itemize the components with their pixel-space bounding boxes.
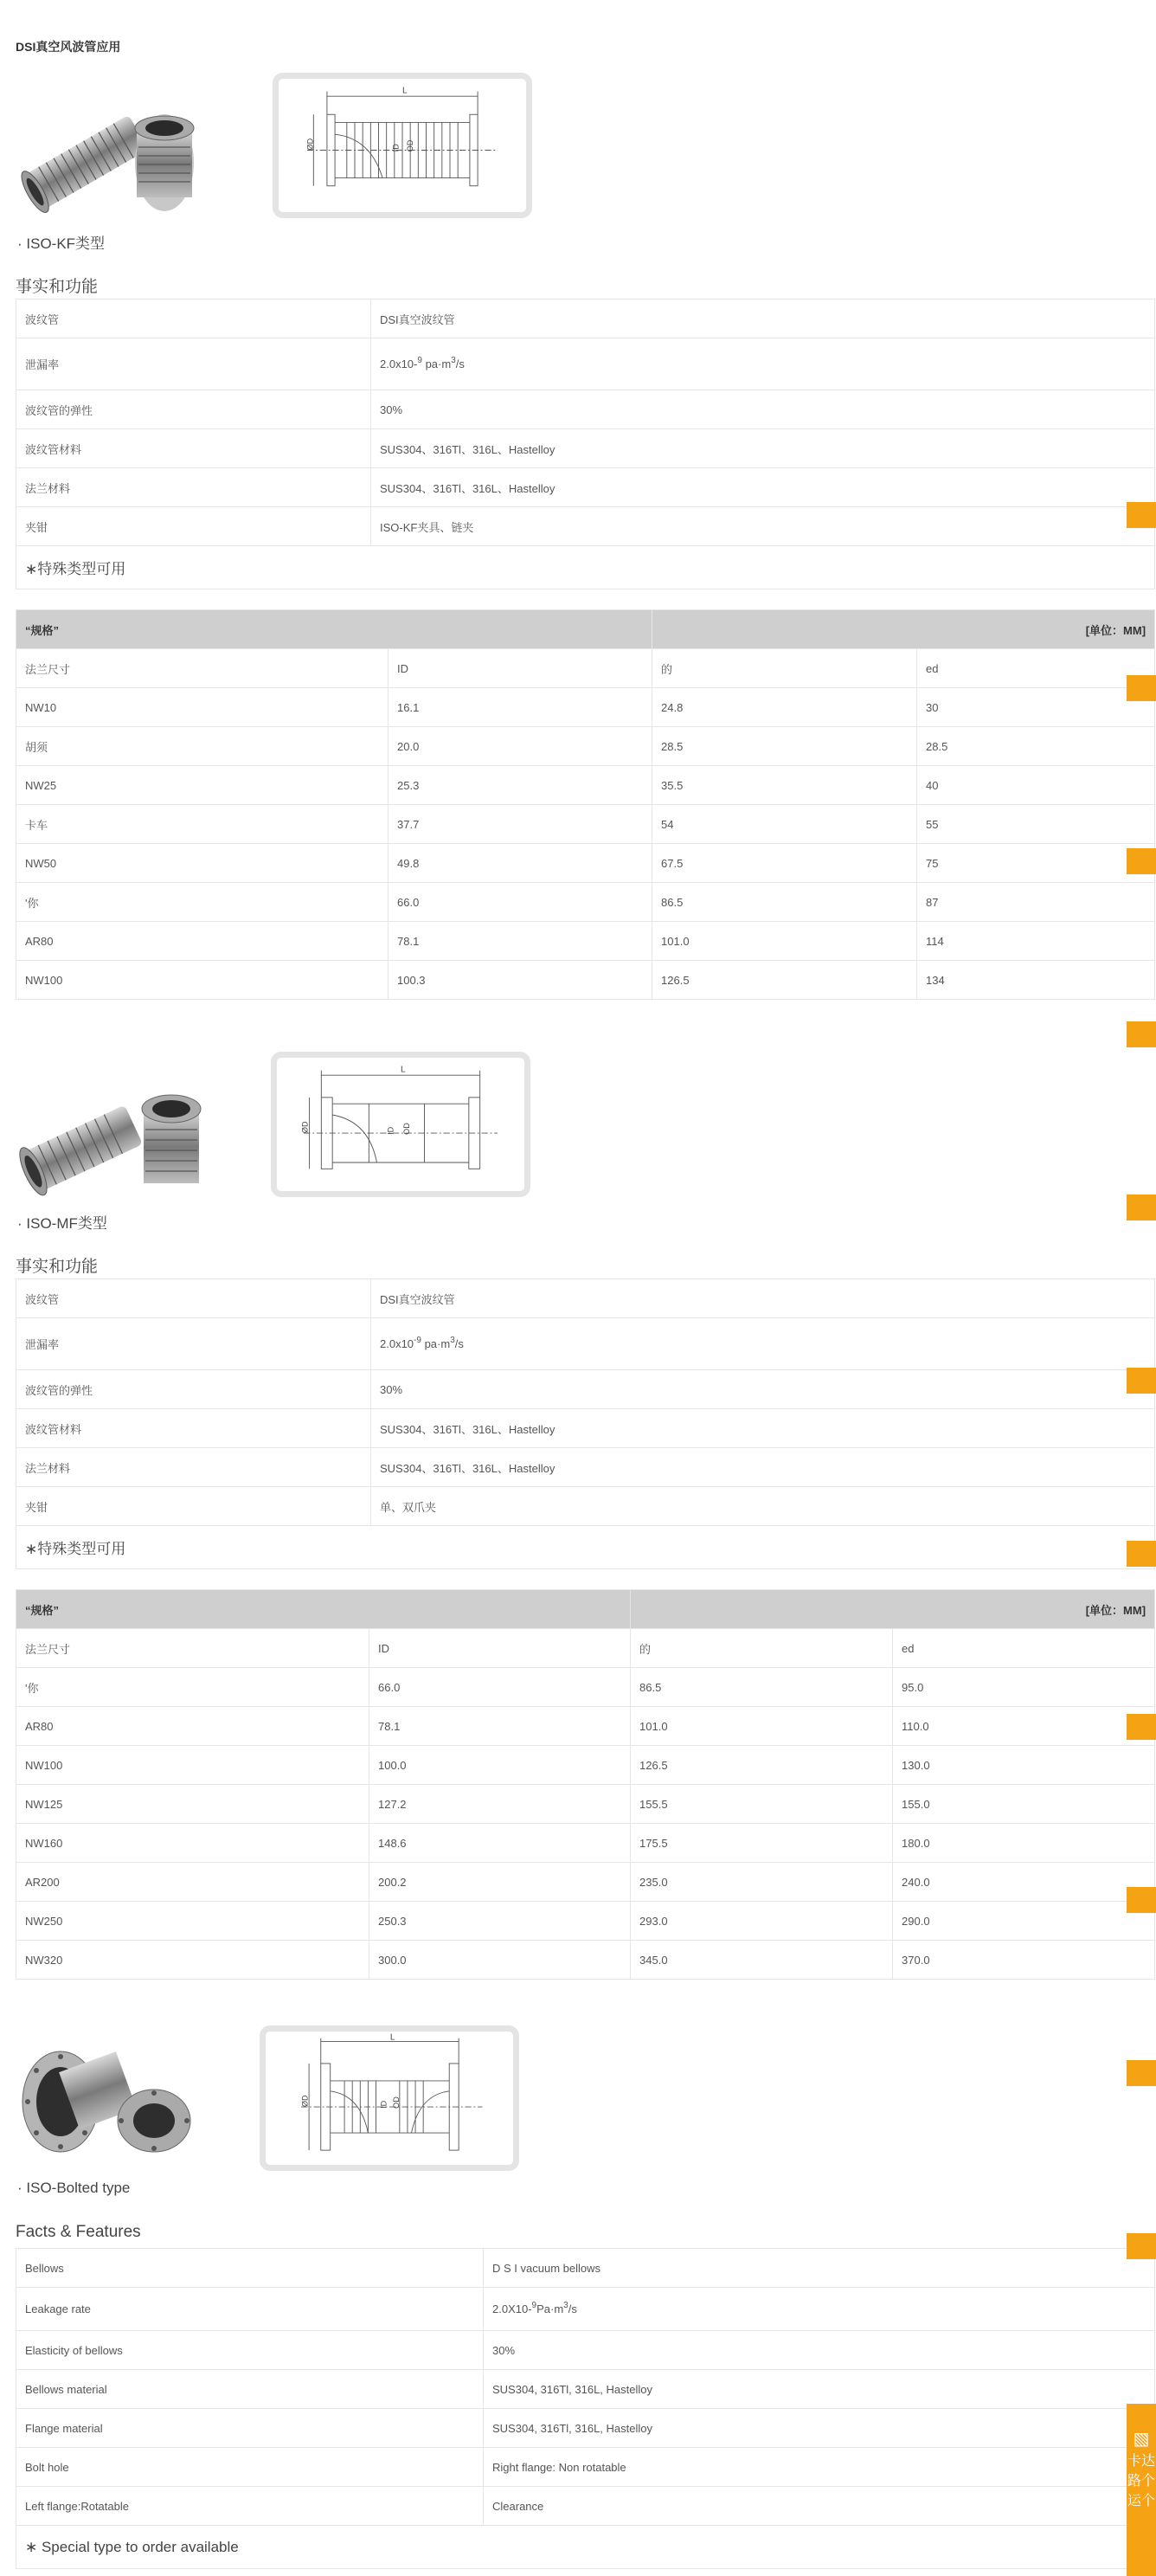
table-cell: NW160 [16,1824,369,1863]
column-header: ed [893,1629,1155,1668]
side-tab[interactable] [1127,1714,1156,1740]
fact-value: 30% [371,1370,1155,1409]
table-cell: 54 [652,805,917,844]
drawing-id-label: ID [386,1126,395,1135]
leak-exponent: -9 [414,1336,421,1345]
fact-value: SUS304、316Tl、316L、Hastelloy [371,468,1155,507]
table-cell: 66.0 [369,1668,631,1707]
spec-header-row [16,1629,1155,1668]
fact-label: Bolt hole [16,2448,484,2487]
iso-mf-technical-drawing [271,1052,530,1197]
table-cell: 40 [917,766,1155,805]
table-cell: 胡须 [16,727,389,766]
type-label: · ISO-KF类型 [17,235,106,252]
table-cell: 55 [917,805,1155,844]
table-cell: 155.0 [893,1785,1155,1824]
table-cell: 155.5 [631,1785,893,1824]
fact-value: ISO-KF夹具、链夹 [371,507,1155,546]
fact-label: 泄漏率 [16,338,371,390]
table-cell: 126.5 [652,961,917,1000]
drawing-length-label: L [402,86,408,96]
table-cell: AR200 [16,1863,369,1902]
table-cell: '你 [16,883,389,922]
table-cell: 30 [917,688,1155,727]
side-tab[interactable] [1127,1021,1156,1047]
fact-label: Left flange:Rotatable [16,2487,484,2526]
table-cell: AR80 [16,922,389,961]
fact-value: SUS304、316Tl、316L、Hastelloy [371,429,1155,468]
table-row [16,1785,1155,1824]
leak-base: 2.0X10- [492,2302,532,2315]
leak-unit-tail: /s [455,357,465,370]
table-cell: 卡车 [16,805,389,844]
fact-value-leakage [371,1318,1155,1370]
drawing-od-label: OD [391,2096,401,2109]
fact-label: Leakage rate [16,2288,484,2331]
table-cell: 370.0 [893,1941,1155,1980]
table-cell: 175.5 [631,1824,893,1863]
iso-kf-bellows-photo [16,95,206,216]
table-cell: 95.0 [893,1668,1155,1707]
facts-row [16,1448,1155,1487]
drawing-od-label: OD [402,1123,412,1135]
table-cell: 290.0 [893,1902,1155,1941]
column-header: 法兰尺寸 [16,1629,369,1668]
fact-label: 法兰材料 [16,468,371,507]
spec-table [16,1589,1155,1980]
spec-table [16,609,1155,1000]
side-tab[interactable] [1127,502,1156,528]
column-header: ID [369,1629,631,1668]
side-tab[interactable] [1127,1195,1156,1220]
fact-value-leakage [484,2288,1155,2331]
facts-row [16,338,1155,390]
table-cell: 67.5 [652,844,917,883]
side-tab[interactable] [1127,848,1156,874]
table-cell: 75 [917,844,1155,883]
column-header: ID [389,649,652,688]
fact-value: SUS304, 316Tl, 316L, Hastelloy [484,2370,1155,2409]
facts-heading: 事实和功能 [16,1258,99,1276]
table-cell: 86.5 [652,883,917,922]
table-cell: 293.0 [631,1902,893,1941]
facts-row [16,2288,1155,2331]
side-tab[interactable] [1127,1541,1156,1567]
facts-row [16,1318,1155,1370]
facts-row [16,390,1155,429]
fact-value: 30% [371,390,1155,429]
table-row [16,805,1155,844]
contact-line: 卡达 [1127,2454,1155,2469]
table-cell: 110.0 [893,1707,1155,1746]
fact-value: Right flange: Non rotatable [484,2448,1155,2487]
table-row [16,1746,1155,1785]
special-row [16,546,1155,589]
special-note: ∗特殊类型可用 [16,546,1155,589]
fact-label: 泄漏率 [16,1318,371,1370]
fact-label: 波纹管 [16,1279,371,1318]
fact-label: 波纹管材料 [16,429,371,468]
side-tab[interactable] [1127,1368,1156,1394]
facts-row [16,2331,1155,2370]
table-row [16,766,1155,805]
table-cell: 24.8 [652,688,917,727]
column-header: 法兰尺寸 [16,649,389,688]
table-row [16,1902,1155,1941]
table-cell: 35.5 [652,766,917,805]
table-cell: 126.5 [631,1746,893,1785]
contact-line: 运个 [1127,2494,1155,2508]
table-cell: '你 [16,1668,369,1707]
leak-unit-tail: /s [568,2302,577,2315]
contact-line: 路个 [1127,2474,1155,2489]
table-cell: 78.1 [369,1707,631,1746]
column-header: 的 [652,649,917,688]
special-row [16,1526,1155,1569]
table-cell: 78.1 [389,922,652,961]
table-cell: 86.5 [631,1668,893,1707]
fact-label: Elasticity of bellows [16,2331,484,2370]
fact-label: Bellows material [16,2370,484,2409]
facts-heading: 事实和功能 [16,278,99,296]
table-cell: 100.0 [369,1746,631,1785]
facts-row [16,1370,1155,1409]
leak-unit-exponent: 3 [563,2301,568,2310]
side-tab[interactable] [1127,2060,1156,2086]
leak-unit: pa·m [424,1337,451,1350]
table-cell: 250.3 [369,1902,631,1941]
facts-row [16,1409,1155,1448]
table-cell: 101.0 [631,1707,893,1746]
fact-value: DSI真空波纹管 [371,299,1155,338]
page-title: DSI真空风波管应用 [16,40,121,54]
facts-row [16,2487,1155,2526]
spec-title: “规格” [16,610,652,649]
drawing-fd-label: ØD [300,1121,310,1134]
table-cell: 66.0 [389,883,652,922]
facts-row [16,429,1155,468]
spec-unit: [单位：MM] [652,610,1155,649]
fact-value: DSI真空波纹管 [371,1279,1155,1318]
special-row [16,2526,1155,2569]
leak-exponent: 9 [417,356,422,365]
side-tab[interactable] [1127,2233,1156,2259]
fact-label: 法兰材料 [16,1448,371,1487]
side-tab[interactable] [1127,1887,1156,1913]
leak-unit: pa·m [425,357,452,370]
spec-title: “规格” [16,1590,631,1629]
contact-sidebar[interactable] [1127,2404,1156,2576]
fact-label: Bellows [16,2249,484,2288]
table-cell: 235.0 [631,1863,893,1902]
table-row [16,883,1155,922]
fact-label: Flange material [16,2409,484,2448]
table-cell: 28.5 [652,727,917,766]
table-cell: 87 [917,883,1155,922]
fact-label: 波纹管材料 [16,1409,371,1448]
type-label: · ISO-MF类型 [17,1215,107,1232]
table-cell: 200.2 [369,1863,631,1902]
table-row [16,1824,1155,1863]
table-row [16,1707,1155,1746]
drawing-id-label: ID [391,144,401,152]
table-cell: NW125 [16,1785,369,1824]
table-cell: 20.0 [389,727,652,766]
drawing-length-label: L [389,2032,395,2043]
table-cell: 28.5 [917,727,1155,766]
fact-label: 波纹管的弹性 [16,390,371,429]
facts-row [16,507,1155,546]
leak-unit-exponent: 3 [450,1336,455,1345]
table-cell: 37.7 [389,805,652,844]
facts-row [16,468,1155,507]
leak-unit-exponent: 3 [451,356,456,365]
drawing-length-label: L [401,1065,406,1075]
table-row [16,1863,1155,1902]
drawing-id-label: ID [379,2100,389,2109]
table-cell: 134 [917,961,1155,1000]
drawing-fd-label: ØD [305,138,315,151]
table-cell: 345.0 [631,1941,893,1980]
drawing-od-label: OD [405,139,414,152]
fact-value: D S I vacuum bellows [484,2249,1155,2288]
table-cell: NW250 [16,1902,369,1941]
table-cell: NW100 [16,1746,369,1785]
fact-value: SUS304, 316Tl, 316L, Hastelloy [484,2409,1155,2448]
fact-label: 夹钳 [16,507,371,546]
table-cell: NW10 [16,688,389,727]
fact-value: SUS304、316Tl、316L、Hastelloy [371,1448,1155,1487]
spec-header-row [16,649,1155,688]
facts-table [16,299,1155,589]
iso-bolted-bellows-photo [16,2034,206,2155]
leak-base: 2.0x10- [380,357,418,370]
table-cell: NW25 [16,766,389,805]
table-cell: 148.6 [369,1824,631,1863]
table-cell: 25.3 [389,766,652,805]
drawing-fd-label: ØD [300,2095,310,2108]
table-row [16,1668,1155,1707]
facts-table [16,1278,1155,1569]
spec-title-row [16,610,1155,649]
table-cell: 16.1 [389,688,652,727]
leak-unit-tail: /s [454,1337,464,1350]
fact-value: Clearance [484,2487,1155,2526]
facts-table [16,2248,1155,2569]
table-row [16,1941,1155,1980]
table-cell: 180.0 [893,1824,1155,1863]
special-note: ∗特殊类型可用 [16,1526,1155,1569]
table-cell: 100.3 [389,961,652,1000]
fact-value: SUS304、316Tl、316L、Hastelloy [371,1409,1155,1448]
table-cell: AR80 [16,1707,369,1746]
leak-exponent: 9 [531,2301,537,2310]
table-cell: 49.8 [389,844,652,883]
table-cell: 127.2 [369,1785,631,1824]
fact-value: 单、双爪夹 [371,1487,1155,1526]
type-label: · ISO-Bolted type [17,2180,131,2196]
fact-value-leakage [371,338,1155,390]
leak-base: 2.0x10 [380,1337,414,1350]
table-cell: 130.0 [893,1746,1155,1785]
fact-label: 夹钳 [16,1487,371,1526]
facts-row [16,1487,1155,1526]
column-header: 的 [631,1629,893,1668]
leak-unit: Pa·m [536,2302,564,2315]
spec-unit: [单位：MM] [631,1590,1155,1629]
table-row [16,727,1155,766]
table-row [16,844,1155,883]
side-tab[interactable] [1127,675,1156,701]
iso-bolted-technical-drawing [260,2025,519,2171]
fact-label: 波纹管 [16,299,371,338]
facts-row [16,2249,1155,2288]
table-cell: NW50 [16,844,389,883]
special-note: ∗ Special type to order available [16,2526,1155,2569]
iso-kf-technical-drawing [273,73,532,218]
table-row [16,961,1155,1000]
table-row [16,922,1155,961]
table-row [16,688,1155,727]
pdf-icon: ▧ [1133,2430,1150,2449]
facts-row [16,2448,1155,2487]
table-cell: 300.0 [369,1941,631,1980]
table-cell: NW100 [16,961,389,1000]
table-cell: 114 [917,922,1155,961]
fact-value: 30% [484,2331,1155,2370]
iso-mf-bellows-photo [16,1078,206,1199]
table-cell: 240.0 [893,1863,1155,1902]
facts-row [16,299,1155,338]
facts-heading: Facts & Features [16,2223,141,2241]
facts-row [16,2370,1155,2409]
table-cell: 101.0 [652,922,917,961]
facts-row [16,2409,1155,2448]
table-cell: NW320 [16,1941,369,1980]
facts-row [16,1279,1155,1318]
spec-title-row [16,1590,1155,1629]
fact-label: 波纹管的弹性 [16,1370,371,1409]
column-header: ed [917,649,1155,688]
